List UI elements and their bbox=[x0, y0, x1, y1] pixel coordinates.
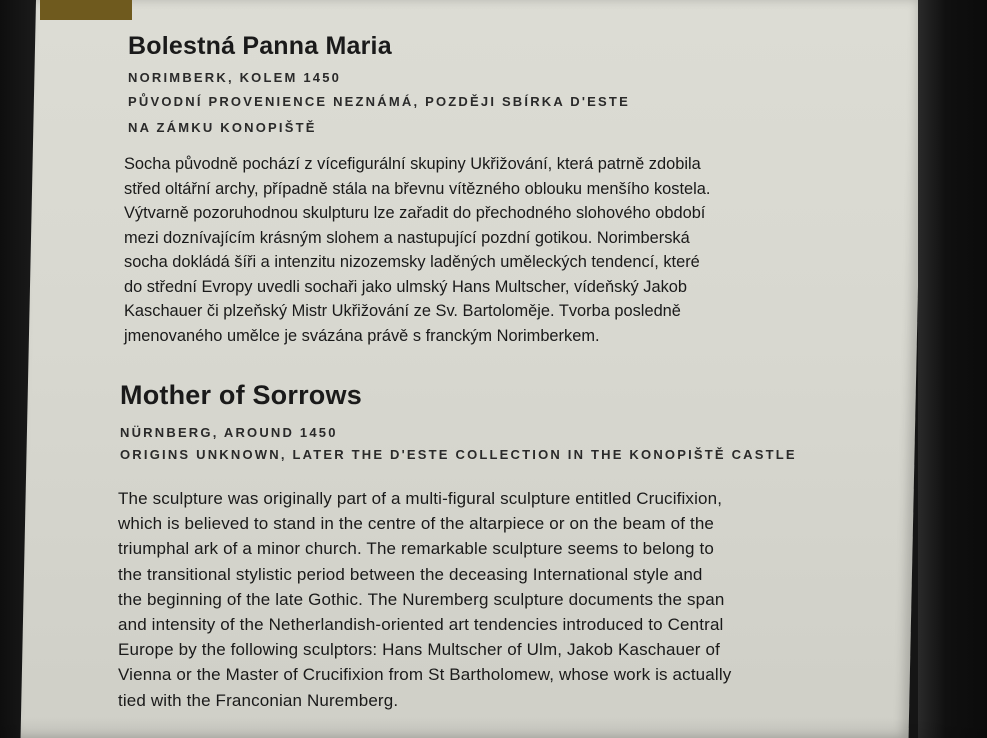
body-czech-line: Výtvarně pozoruhodnou skulpturu lze zařadit do přechodného slohového období bbox=[124, 204, 706, 222]
body-czech-line: Socha původně pochází z vícefigurální skupiny Ukřižování, která patrně zdobila bbox=[124, 155, 701, 173]
meta-czech-origin: NORIMBERK, KOLEM 1450 bbox=[128, 70, 342, 85]
bottom-shadow bbox=[0, 718, 987, 738]
body-english-line: Europe by the following sculptors: Hans Multscher of Ulm, Jakob Kaschauer of bbox=[118, 640, 720, 660]
body-english-line: The sculpture was originally part of a multi-figural sculpture entitled Crucifixion, bbox=[118, 489, 723, 508]
body-english-line: which is believed to stand in the centre of the altarpiece or on the beam of the bbox=[118, 514, 715, 534]
meta-czech-provenance: PŮVODNÍ PROVENIENCE NEZNÁMÁ, POZDĚJI SBÍRKA D'ESTE bbox=[128, 94, 630, 109]
title-czech: Bolestná Panna Maria bbox=[128, 32, 392, 60]
body-czech-line: do střední Evropy uvedli sochaři jako ulmský Hans Multscher, vídeňský Jakob bbox=[124, 277, 687, 296]
body-english-line: the transitional stylistic period between the deceasing International style and bbox=[118, 564, 703, 584]
meta-english-origin: NÜRNBERG, AROUND 1450 bbox=[120, 425, 338, 440]
body-czech-line: socha dokládá šíři a intenzitu nizozemsky laděných uměleckých tendencí, které bbox=[124, 253, 700, 271]
body-czech-line: střed oltářní archy, případně stála na břevnu vítězného oblouku menšího kostela. bbox=[124, 179, 711, 198]
body-czech-line: mezi doznívajícím krásným slohem a nastupující pozdní gotikou. Norimberská bbox=[124, 228, 690, 247]
meta-english-provenance: ORIGINS UNKNOWN, LATER THE D'ESTE COLLECTION IN THE KONOPIŠTĚ CASTLE bbox=[120, 447, 797, 462]
meta-czech-location: NA ZÁMKU KONOPIŠTĚ bbox=[128, 120, 317, 135]
title-english: Mother of Sorrows bbox=[120, 380, 362, 410]
body-czech-line: Kaschauer či plzeňský Mistr Ukřižování ze Sv. Bartoloměje. Tvorba posledně bbox=[124, 302, 681, 320]
body-english-line: the beginning of the late Gothic. The Nuremberg sculpture documents the span bbox=[118, 589, 725, 609]
body-english-line: triumphal ark of a minor church. The remarkable sculpture seems to belong to bbox=[118, 539, 714, 559]
body-czech bbox=[124, 152, 844, 348]
body-english-line: Vienna or the Master of Crucifixion from St Bartholomew, whose work is actually bbox=[118, 665, 732, 685]
body-english-line: and intensity of the Netherlandish-oriented art tendencies introduced to Central bbox=[118, 615, 724, 635]
body-english bbox=[118, 486, 888, 713]
body-czech-line: jmenovaného umělce je svázána právě s franckým Norimberkem. bbox=[124, 326, 600, 345]
body-english-line: tied with the Franconian Nuremberg. bbox=[118, 690, 399, 710]
